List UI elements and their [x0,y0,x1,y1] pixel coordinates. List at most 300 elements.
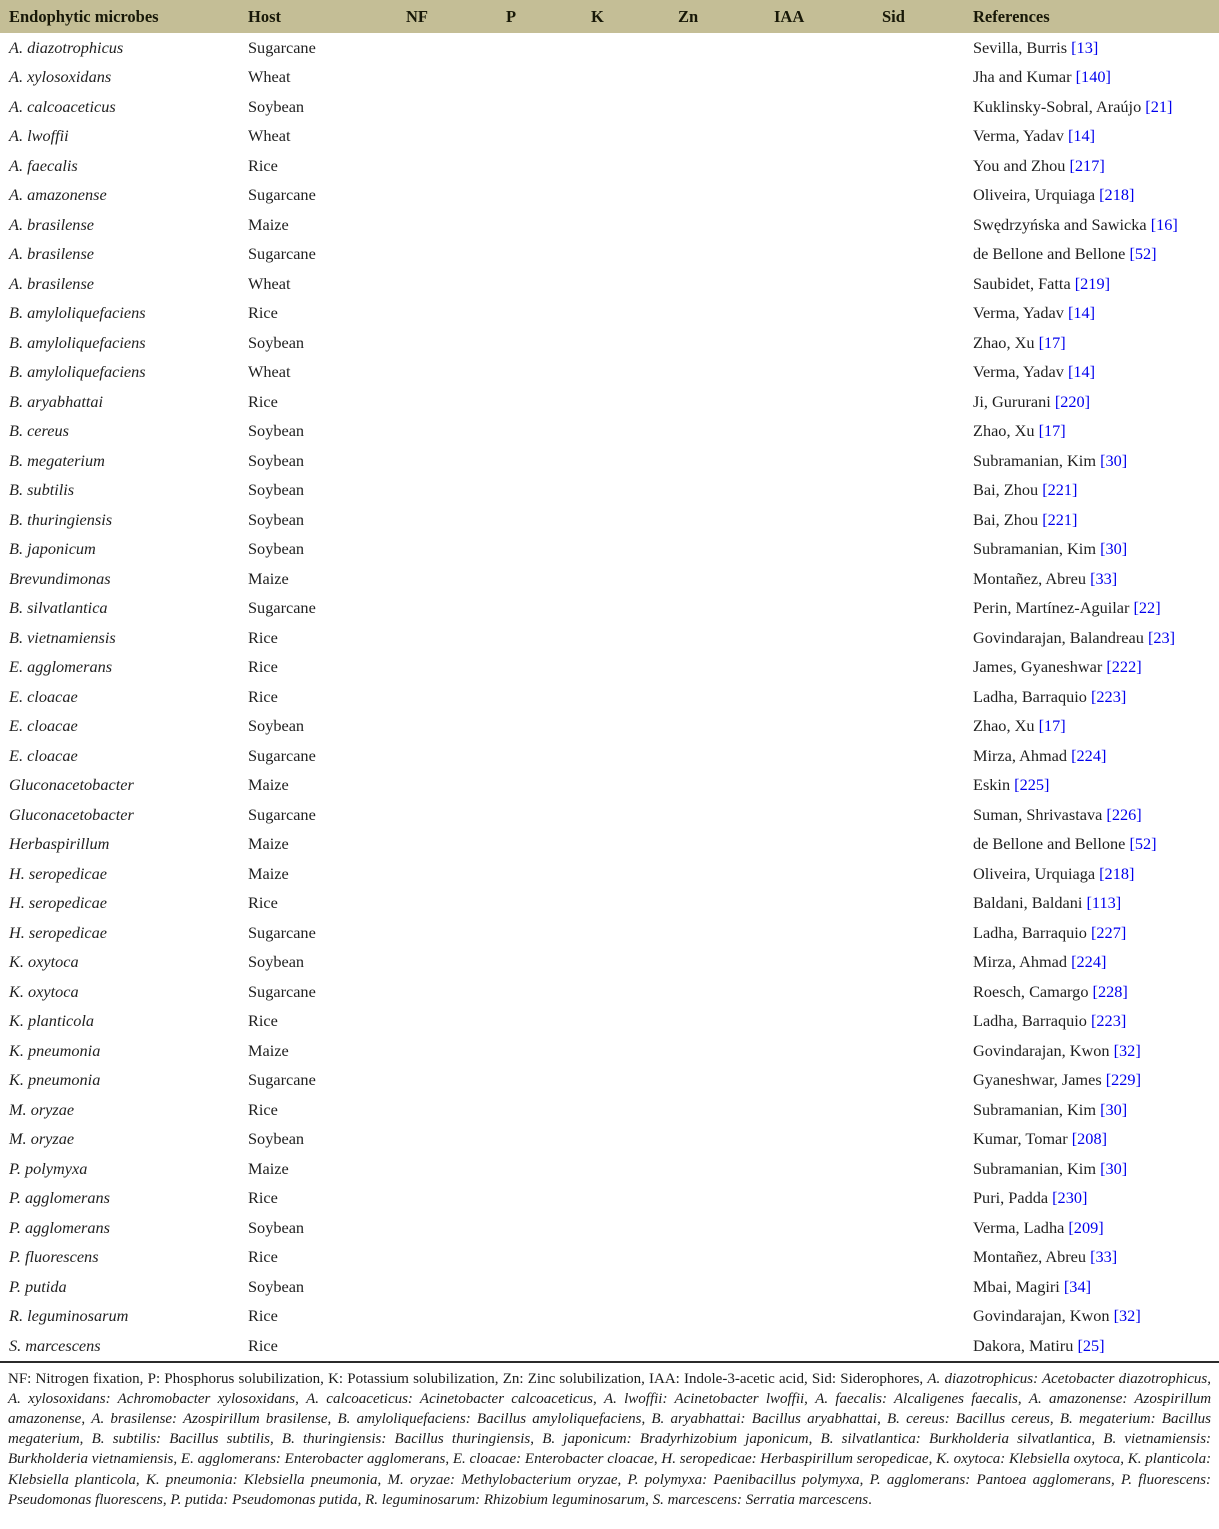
citation-link[interactable]: [17] [1038,421,1066,441]
table-row [0,712,1219,742]
reference-authors: Saubidet, Fatta [973,273,1075,293]
citation-link[interactable]: [34] [1063,1276,1092,1296]
k-cell [582,564,669,594]
p-cell [497,151,582,181]
reference-authors: Subramanian, Kim [973,1099,1101,1119]
nf-cell [397,1272,497,1302]
iaa-cell [765,1302,873,1332]
k-cell [582,33,669,63]
footnote-species-definition: B. vietnamiensis: Burkholderia vietnamiensis [8,1431,1212,1468]
references-cell [964,299,1219,329]
zn-cell [669,682,765,712]
reference-authors: Roesch, Camargo [973,981,1093,1001]
table-row [0,92,1219,122]
nf-cell [397,151,497,181]
reference-authors: Verma, Yadav [973,126,1068,146]
microbe-cell: Gluconacetobacter [9,775,134,795]
citation-link[interactable]: [229] [1105,1070,1141,1090]
nf-cell [397,800,497,830]
p-cell [497,1243,582,1273]
reference-authors: Perin, Martínez-Aguilar [973,598,1134,618]
citation-link[interactable]: [228] [1092,981,1128,1001]
nf-cell [397,33,497,63]
p-cell [497,1302,582,1332]
citation-link[interactable]: [32] [1113,1040,1141,1060]
citation-link[interactable]: [30] [1100,450,1128,470]
citation-link[interactable]: [219] [1074,273,1111,293]
sid-cell [873,623,964,653]
citation-link[interactable]: [218] [1099,863,1135,883]
reference-authors: Bai, Zhou [973,480,1043,500]
host-cell: Rice [248,1011,278,1031]
footnote-species-definition: B. amyloliquefaciens: Bacillus amyloliquefaciens [337,1410,642,1427]
host-cell: Soybean [248,539,305,559]
references-cell [964,240,1219,270]
microbe-cell: P. agglomerans [9,1188,111,1208]
citation-link[interactable]: [209] [1068,1217,1104,1237]
p-cell [497,653,582,683]
nf-cell [397,1007,497,1037]
microbe-cell: A. brasilense [9,214,95,234]
reference-authors: Govindarajan, Balandreau [973,627,1148,647]
citation-link[interactable]: [52] [1129,244,1157,264]
p-cell [497,1007,582,1037]
zn-cell [669,1036,765,1066]
references-cell [964,918,1219,948]
citation-link[interactable]: [13] [1071,37,1099,57]
footnote-species-definition: S. marcescens: Serratia marcescens [652,1491,869,1508]
nf-cell [397,1125,497,1155]
citation-link[interactable]: [221] [1042,480,1078,500]
table-footnote: NF: Nitrogen fixation, P: Phosphorus solubilization, K: Potassium solubilization, Zn: Zinc solubilization, IAA: Indole-3-acetic acid, Sid: Siderophores, A. diazotrophicus: Acetobacter diazotrophicus, A. xylosoxidans: Achromobacter xylosoxidans, A. calcoaceticus: Acinetobacter calcoaceticus, A. lwoffii: Acinetobacter lwoffii, A. faecalis: Alcaligenes faecalis, A. amazonense: Azospirillum amazonense, A. brasilense: Azospirillum brasilense, B. amyloliquefaciens: Bacillus amyloliquefaciens, B. aryabhattai: Bacillus aryabhattai, B. cereus: Bacillus cereus, B. megaterium: Bacillus megaterium, B. subtilis: Bacillus subtilis, B. thuringiensis: Bacillus thuringiensis, B. japonicum: Bradyrhizobium japonicum, B. silvatlantica: Burkholderia silvatlantica, B. vietnamiensis: Burkholderia vietnamiensis, E. agglomerans: Enterobacter agglomerans, E. cloacae: Enterobacter cloacae, H. seropedicae: Herbaspirillum seropedicae, K. oxytoca: Klebsiella oxytoca, K. planticola: Klebsiella planticola, K. pneumonia: Klebsiella pneumonia, M. oryzae: Methylobacterium oryzae, P. polymyxa: Paenibacillus polymyxa, P. agglomerans: Pantoea agglomerans, P. fluorescens: Pseudomonas fluorescens, P. putida: Pseudomonas putida, R. leguminosarum: Rhizobium leguminosarum, S. marcescens: Serratia marcescens. [8,1370,1212,1508]
reference-authors: Zhao, Xu [973,332,1039,352]
footnote-species-definition: B. japonicum: Bradyrhizobium japonicum [542,1431,809,1448]
host-cell: Soybean [248,952,305,972]
sid-cell [873,771,964,801]
reference-authors: Zhao, Xu [973,716,1039,736]
host-cell: Wheat [248,273,291,293]
k-cell [582,240,669,270]
sid-cell [873,741,964,771]
citation-link[interactable]: [17] [1038,332,1066,352]
zn-cell [669,830,765,860]
host-cell: Sugarcane [248,37,316,57]
iaa-cell [765,269,873,299]
references-cell [964,1272,1219,1302]
citation-link[interactable]: [230] [1052,1188,1088,1208]
references-cell [964,1036,1219,1066]
citation-link[interactable]: [16] [1150,214,1178,234]
citation-link[interactable]: [52] [1129,834,1157,854]
host-cell: Maize [248,775,289,795]
citation-link[interactable]: [208] [1071,1129,1108,1149]
table-row [0,122,1219,152]
k-cell [582,800,669,830]
iaa-cell [765,1331,873,1362]
microbe-cell: M. oryzae [9,1099,75,1119]
citation-link[interactable]: [30] [1100,1158,1128,1178]
table-row [0,1213,1219,1243]
footnote-species-definition: A. xylosoxidans: Achromobacter xylosoxidans [8,1390,296,1407]
references-cell [964,1066,1219,1096]
table-row [0,800,1219,830]
sid-cell [873,1066,964,1096]
footnote-species-definition: E. agglomerans: Enterobacter agglomerans [180,1451,446,1468]
table-row [0,299,1219,329]
iaa-cell [765,505,873,535]
host-cell: Sugarcane [248,922,316,942]
citation-link[interactable]: [30] [1100,1099,1128,1119]
host-cell: Rice [248,1335,278,1355]
sid-cell [873,977,964,1007]
nf-cell [397,564,497,594]
reference-authors: Baldani, Baldani [973,893,1087,913]
table-row [0,1302,1219,1332]
zn-cell [669,476,765,506]
sid-cell [873,1302,964,1332]
host-cell: Rice [248,1188,278,1208]
microbe-cell: B. thuringiensis [9,509,113,529]
citation-link[interactable]: [14] [1067,126,1096,146]
footnote-species-definition: P. agglomerans: Pantoea agglomerans [869,1471,1112,1488]
table-row [0,889,1219,919]
references-cell [964,800,1219,830]
zn-cell [669,889,765,919]
citation-link[interactable]: [17] [1038,716,1066,736]
citation-link[interactable]: [14] [1067,362,1096,382]
zn-cell [669,181,765,211]
microbe-cell: K. oxytoca [9,952,79,972]
sid-cell [873,1272,964,1302]
microbe-cell: K. planticola [9,1011,95,1031]
footnote-species-definition: M. oryzae: Methylobacterium oryzae [387,1471,618,1488]
citation-link[interactable]: [223] [1091,686,1127,706]
k-cell [582,535,669,565]
microbe-cell: E. cloacae [9,745,78,765]
references-cell [964,505,1219,535]
table-row [0,594,1219,624]
citation-link[interactable]: [224] [1071,745,1107,765]
sid-cell [873,181,964,211]
k-cell [582,1302,669,1332]
citation-link[interactable]: [220] [1054,391,1091,411]
sid-cell [873,122,964,152]
reference-authors: Mirza, Ahmad [973,952,1072,972]
table-row [0,1154,1219,1184]
footnote-species-definition: B. thuringiensis: Bacillus thuringiensis [281,1431,531,1448]
sid-cell [873,328,964,358]
k-cell [582,1331,669,1362]
nf-cell [397,1213,497,1243]
table-row [0,240,1219,270]
k-cell [582,1243,669,1273]
nf-cell [397,387,497,417]
footnote-species-definition: B. subtilis: Bacillus subtilis [91,1431,270,1448]
nf-cell [397,476,497,506]
nf-cell [397,92,497,122]
p-cell [497,33,582,63]
k-cell [582,712,669,742]
nf-cell [397,1302,497,1332]
reference-authors: Verma, Yadav [973,362,1068,382]
col-header-references: References [964,0,1219,33]
table-row [0,535,1219,565]
zn-cell [669,1213,765,1243]
citation-link[interactable]: [218] [1099,185,1135,205]
reference-authors: Oliveira, Urquiaga [973,863,1100,883]
zn-cell [669,1154,765,1184]
references-cell [964,181,1219,211]
host-cell: Rice [248,1247,278,1267]
iaa-cell [765,1243,873,1273]
references-cell [964,328,1219,358]
citation-link[interactable]: [30] [1100,539,1128,559]
iaa-cell [765,122,873,152]
references-cell [964,712,1219,742]
host-cell: Maize [248,568,289,588]
sid-cell [873,417,964,447]
header-row [0,0,1219,33]
reference-authors: Subramanian, Kim [973,1158,1101,1178]
p-cell [497,712,582,742]
iaa-cell [765,63,873,93]
citation-link[interactable]: [227] [1091,922,1127,942]
table-row [0,269,1219,299]
microbe-cell: B. japonicum [9,539,96,559]
nf-cell [397,771,497,801]
nf-cell [397,1036,497,1066]
references-cell [964,859,1219,889]
host-cell: Wheat [248,362,291,382]
references-cell [964,771,1219,801]
iaa-cell [765,210,873,240]
sid-cell [873,564,964,594]
reference-authors: James, Gyaneshwar [973,657,1107,677]
microbe-cell: B. silvatlantica [9,598,108,618]
table-row [0,1243,1219,1273]
host-cell: Sugarcane [248,185,316,205]
k-cell [582,977,669,1007]
citation-link[interactable]: [224] [1071,952,1107,972]
citation-link[interactable]: [32] [1113,1306,1141,1326]
table-row [0,623,1219,653]
col-header-nf: NF [397,0,497,33]
iaa-cell [765,1272,873,1302]
nf-cell [397,1331,497,1362]
nf-cell [397,417,497,447]
references-cell [964,830,1219,860]
microbe-cell: Gluconacetobacter [9,804,134,824]
zn-cell [669,1066,765,1096]
p-cell [497,210,582,240]
citation-link[interactable]: [221] [1042,509,1078,529]
k-cell [582,1184,669,1214]
nf-cell [397,712,497,742]
citation-link[interactable]: [226] [1106,804,1142,824]
footnote-species-definition: A. lwoffii: Acinetobacter lwoffii [603,1390,805,1407]
sid-cell [873,1036,964,1066]
table-row [0,33,1219,63]
references-cell [964,594,1219,624]
footnote-species-definition: B. silvatlantica: Burkholderia silvatlantica [820,1431,1092,1448]
sid-cell [873,1125,964,1155]
footnote-species-definition: P. polymyxa: Paenibacillus polymyxa [627,1471,860,1488]
zn-cell [669,653,765,683]
iaa-cell [765,1125,873,1155]
citation-link[interactable]: [25] [1077,1335,1105,1355]
iaa-cell [765,1036,873,1066]
zn-cell [669,918,765,948]
references-cell [964,210,1219,240]
citation-link[interactable]: [140] [1075,67,1111,87]
microbe-cell: E. agglomerans [9,657,113,677]
citation-link[interactable]: [222] [1106,657,1142,677]
p-cell [497,181,582,211]
microbe-cell: B. amyloliquefaciens [9,303,146,323]
host-cell: Rice [248,1306,278,1326]
p-cell [497,741,582,771]
sid-cell [873,476,964,506]
k-cell [582,151,669,181]
citation-link[interactable]: [33] [1090,1247,1118,1267]
host-cell: Wheat [248,67,291,87]
reference-authors: You and Zhou [973,155,1070,175]
citation-link[interactable]: [217] [1069,155,1105,175]
table-row [0,830,1219,860]
nf-cell [397,1184,497,1214]
host-cell: Sugarcane [248,804,316,824]
host-cell: Sugarcane [248,598,316,618]
references-cell [964,151,1219,181]
host-cell: Rice [248,391,278,411]
reference-authors: Verma, Yadav [973,303,1068,323]
table-row [0,1066,1219,1096]
nf-cell [397,623,497,653]
host-cell: Maize [248,214,289,234]
p-cell [497,1095,582,1125]
host-cell: Maize [248,1158,289,1178]
microbe-cell: S. marcescens [9,1335,101,1355]
citation-link[interactable]: [113] [1086,893,1122,913]
zn-cell [669,771,765,801]
iaa-cell [765,446,873,476]
col-header-host: Host [239,0,397,33]
microbe-cell: Brevundimonas [9,568,111,588]
nf-cell [397,505,497,535]
nf-cell [397,977,497,1007]
citation-link[interactable]: [14] [1067,303,1096,323]
p-cell [497,800,582,830]
iaa-cell [765,1007,873,1037]
microbe-cell: E. cloacae [9,716,78,736]
host-cell: Maize [248,863,289,883]
k-cell [582,653,669,683]
sid-cell [873,859,964,889]
reference-authors: Eskin [973,775,1015,795]
host-cell: Soybean [248,1276,305,1296]
iaa-cell [765,328,873,358]
p-cell [497,889,582,919]
host-cell: Maize [248,1040,289,1060]
k-cell [582,918,669,948]
zn-cell [669,1125,765,1155]
table-row [0,741,1219,771]
p-cell [497,1213,582,1243]
k-cell [582,387,669,417]
nf-cell [397,1154,497,1184]
microbe-cell: B. amyloliquefaciens [9,332,146,352]
sid-cell [873,1331,964,1362]
references-cell [964,623,1219,653]
citation-link[interactable]: [225] [1014,775,1050,795]
nf-cell [397,830,497,860]
iaa-cell [765,535,873,565]
citation-link[interactable]: [22] [1133,598,1161,618]
table-row [0,328,1219,358]
p-cell [497,1125,582,1155]
k-cell [582,358,669,388]
table-row [0,358,1219,388]
nf-cell [397,859,497,889]
table-row [0,476,1219,506]
nf-cell [397,181,497,211]
k-cell [582,181,669,211]
zn-cell [669,240,765,270]
k-cell [582,1066,669,1096]
microbe-cell: M. oryzae [9,1129,75,1149]
zn-cell [669,122,765,152]
k-cell [582,623,669,653]
zn-cell [669,505,765,535]
zn-cell [669,269,765,299]
sid-cell [873,269,964,299]
references-cell [964,92,1219,122]
reference-authors: Dakora, Matiru [973,1335,1078,1355]
footnote-species-definition: K. pneumonia: Klebsiella pneumonia [145,1471,378,1488]
iaa-cell [765,682,873,712]
citation-link[interactable]: [223] [1091,1011,1127,1031]
zn-cell [669,1302,765,1332]
host-cell: Soybean [248,716,305,736]
zn-cell [669,564,765,594]
microbe-cell: B. aryabhattai [9,391,104,411]
k-cell [582,122,669,152]
p-cell [497,1184,582,1214]
col-header-zn: Zn [669,0,765,33]
microbe-cell: R. leguminosarum [9,1306,129,1326]
p-cell [497,859,582,889]
citation-link[interactable]: [33] [1090,568,1118,588]
k-cell [582,741,669,771]
footnote-species-definition: R. leguminosarum: Rhizobium leguminosarum [365,1491,646,1508]
microbe-cell: A. brasilense [9,244,95,264]
iaa-cell [765,918,873,948]
citation-link[interactable]: [21] [1145,96,1173,116]
iaa-cell [765,859,873,889]
p-cell [497,417,582,447]
reference-authors: de Bellone and Bellone [973,244,1130,264]
sid-cell [873,33,964,63]
col-header-k: K [582,0,669,33]
reference-authors: Ji, Gururani [973,391,1055,411]
nf-cell [397,63,497,93]
table-row [0,859,1219,889]
iaa-cell [765,712,873,742]
citation-link[interactable]: [23] [1147,627,1176,647]
k-cell [582,594,669,624]
reference-authors: Montañez, Abreu [973,568,1091,588]
footnote-species-definition: E. cloacae: Enterobacter cloacae [452,1451,654,1468]
